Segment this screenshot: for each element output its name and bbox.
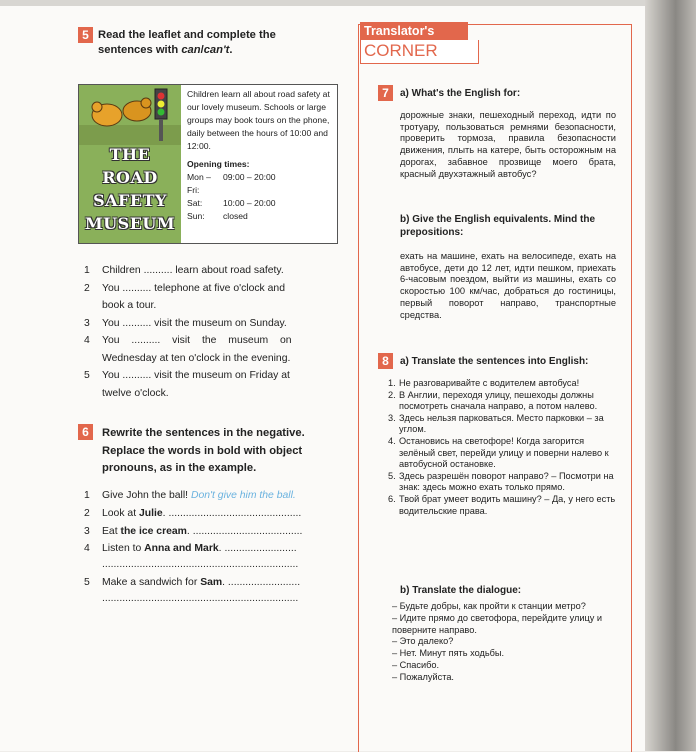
- answer-blank-extra[interactable]: ....................................................................: [102, 559, 299, 571]
- list-item: 3 You .......... visit the museum on Sunday.: [84, 317, 287, 329]
- list-item-continuation: Wednesday at ten o'clock in the evening.: [102, 352, 291, 364]
- list-item: 6. Твой брат умеет водить машину? – Да, у него есть водительские права.: [388, 493, 616, 516]
- list-item: 4 Listen to Anna and Mark. .........................: [84, 543, 297, 555]
- hours-row: Sun: closed: [187, 211, 248, 221]
- list-item: 5. Здесь разрешён поворот направо? – Посмотри на знак: здесь можно ехать только прямо.: [388, 470, 614, 493]
- corner-title: Translator's: [360, 22, 468, 40]
- ex8-dialogue: [392, 601, 620, 684]
- list-item: 4. Остановись на светофоре! Когда загорится зелёный свет, перейди улицу и поверни налево к автобусной остановке.: [388, 435, 609, 470]
- answer-blank[interactable]: .........................: [227, 576, 301, 588]
- leaflet-text: [187, 88, 332, 223]
- book-spine: [645, 0, 696, 751]
- list-item: 3 Eat the ice cream. ......................................: [84, 525, 303, 537]
- list-item: 2. В Англии, переходя улицу, пешеходы должны посмотреть сначала направо, а потом налево.: [388, 389, 598, 412]
- road-safety-leaflet: [78, 84, 338, 244]
- dialogue-line: – Нет. Минут пять ходьбы.: [392, 648, 505, 659]
- museum-name: THE ROAD SAFETY MUSEUM: [85, 145, 176, 233]
- ex8-number: 8: [378, 353, 393, 369]
- ex5-number: 5: [78, 27, 93, 43]
- ex6-sentences: [84, 487, 346, 608]
- ex6-title-line2: Replace the words in bold with object: [102, 444, 303, 457]
- opening-times-title: Opening times:: [187, 159, 250, 169]
- ex8-a-title: a) Translate the sentences into English:: [400, 356, 589, 367]
- list-item: 3. Здесь нельзя парковаться. Место парковки – за углом.: [388, 412, 604, 435]
- list-item-continuation: book a tour.: [102, 300, 157, 311]
- dialogue-line: – Это далеко?: [392, 636, 454, 647]
- ex7-b-title: b) Give the English equivalents. Mind the prepositions:: [400, 214, 596, 238]
- leaflet-intro: Children learn all about road safety at our lovely museum. Schools or large groups may book tours on the phone, daily between the hours of 10:00 and 12:00.: [187, 89, 330, 151]
- answer-blank[interactable]: ..............................................: [168, 507, 302, 519]
- dialogue-line: – Спасибо.: [392, 659, 440, 670]
- museum-picture: [79, 85, 181, 243]
- ex5-sentences: [84, 262, 340, 402]
- ex6-number: 6: [78, 424, 93, 440]
- list-item: 2 You .......... telephone at five o'clock and: [84, 282, 285, 294]
- dialogue-line: – Пожалуйста.: [392, 671, 454, 682]
- example-answer: Don't give him the ball.: [190, 490, 296, 501]
- ex7-number: 7: [378, 85, 393, 101]
- ex6-title-line1: Rewrite the sentences in the negative.: [102, 427, 305, 439]
- dialogue-line: – Идите прямо до светофора, перейдите улицу и поверните направо.: [392, 612, 602, 635]
- answer-blank[interactable]: .........................: [224, 543, 297, 555]
- answer-blank-extra[interactable]: ....................................................................: [102, 592, 299, 604]
- hours-row: Sat: 10:00 – 20:00: [187, 198, 276, 208]
- ex5-title-line1: Read the leaflet and complete the: [98, 29, 276, 41]
- list-item: 5 Make a sandwich for Sam. .........................: [84, 576, 301, 588]
- hours-row: Mon – Fri: 09:00 – 20:00: [187, 172, 276, 195]
- top-strip: [0, 0, 645, 6]
- list-item: 2 Look at Julie. ..............................................: [84, 507, 302, 519]
- answer-blank[interactable]: ......................................: [192, 525, 303, 537]
- list-item-continuation: twelve o'clock.: [102, 387, 169, 399]
- list-item: 1. Не разговаривайте с водителем автобуса!: [388, 378, 580, 388]
- list-item: 1 Children .......... learn about road safety.: [84, 265, 284, 276]
- ex8-a-list: [388, 378, 618, 517]
- dialogue-line: – Будьте добры, как пройти к станции метро?: [392, 601, 586, 611]
- leaflet-illustration-icon: [79, 85, 181, 145]
- ex6-title-line3: pronouns, as in the example.: [102, 462, 257, 474]
- list-item: 4 You .......... visit the museum on: [84, 335, 292, 346]
- corner-subtitle: CORNER: [360, 40, 479, 64]
- ex7-a-text: дорожные знаки, пешеходный переход, идти по тротуару, пользоваться ремнями безопасности, проверить тормоза, правила безопасности движения, плыть на катере, быть осторожным на дорогах, забавное прозвище моего брата, красный двухэтажный автобус?: [400, 110, 616, 179]
- ex5-title-line2: sentences with can/can't.: [98, 44, 233, 56]
- ex8-b-title: b) Translate the dialogue:: [400, 585, 522, 596]
- list-item: 5 You .......... visit the museum on Friday at: [84, 370, 290, 381]
- ex7-b-text: ехать на машине, ехать на велосипеде, ехать на автобусе, дети до 12 лет, идти пешком, приехать 6-часовым поездом, выйти из машины, ехать со скоростью 100 км/час, добраться до гостиницы, первый поворот направо, транспортные средства.: [400, 251, 616, 320]
- ex7-a-title: a) What's the English for:: [400, 88, 521, 99]
- list-item: 1 Give John the ball! Don't give him the ball.: [84, 490, 296, 501]
